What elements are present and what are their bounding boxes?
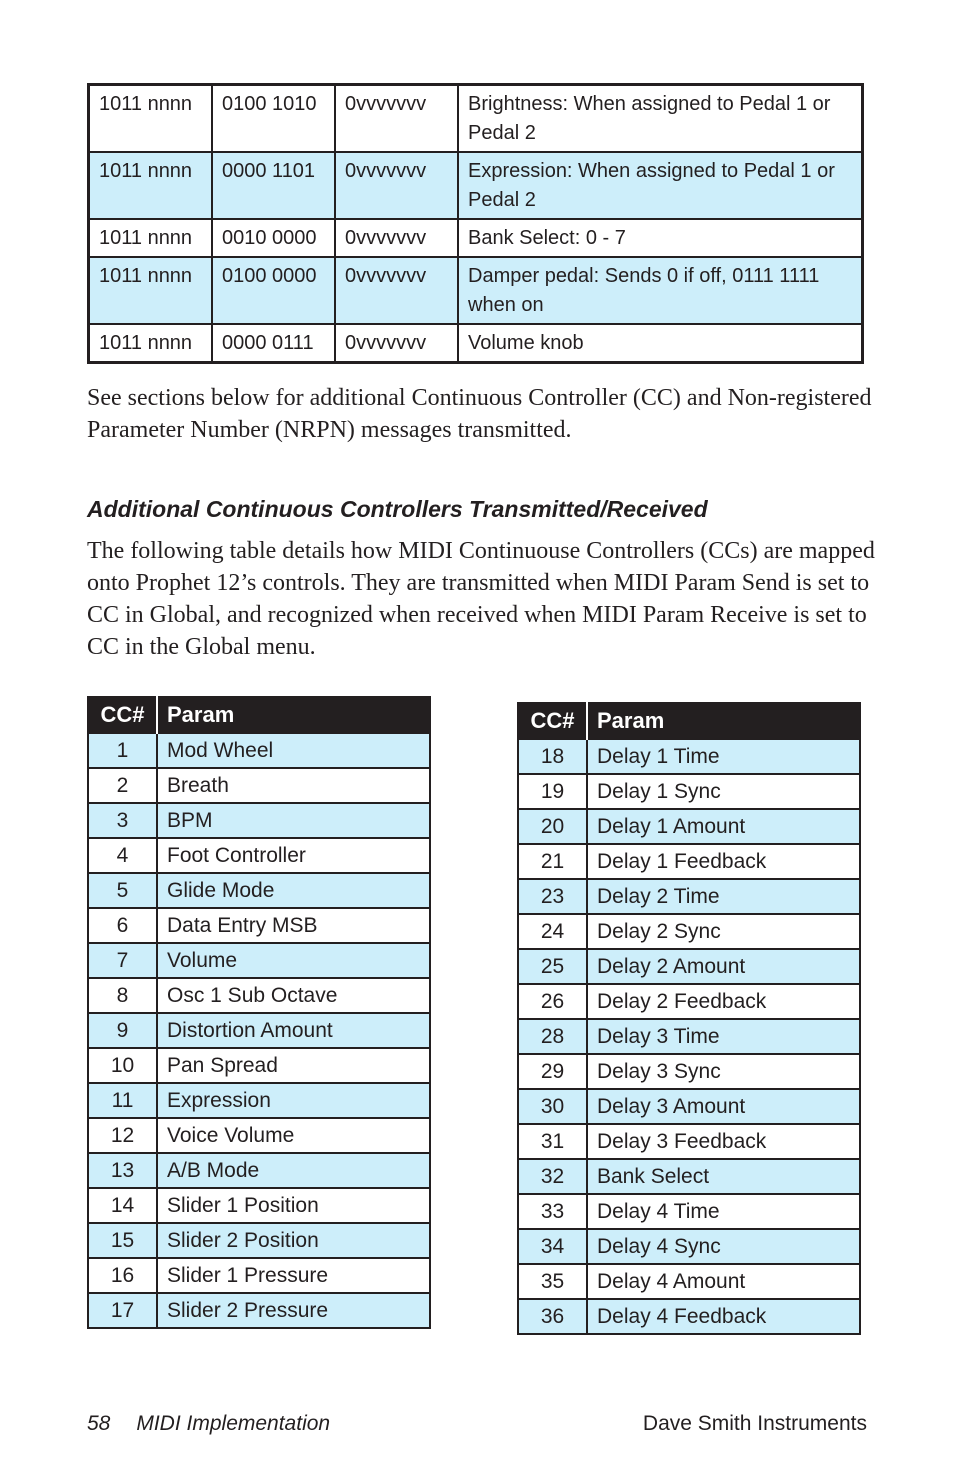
param-name-cell: Delay 1 Amount (587, 809, 860, 844)
cc-number-cell: 8 (88, 978, 157, 1013)
cc-number-cell: 35 (518, 1264, 587, 1299)
table-row (88, 908, 430, 943)
table-row (518, 844, 860, 879)
param-name-cell: Delay 2 Sync (587, 914, 860, 949)
section-heading: Additional Continuous Controllers Transmitted/Received (87, 496, 708, 522)
param-name-cell: Delay 1 Time (587, 739, 860, 774)
table-row (89, 219, 863, 257)
param-name-cell: Volume (157, 943, 430, 978)
table-row (88, 1153, 430, 1188)
table-row (88, 1223, 430, 1258)
intro-paragraph: See sections below for additional Continuous Controller (CC) and Non-registered Parameter Number (NRPN) messages transmitted. (87, 385, 872, 443)
cc-number-cell: 33 (518, 1194, 587, 1229)
table-row (518, 949, 860, 984)
param-name-cell: Delay 1 Feedback (587, 844, 860, 879)
footer-left (87, 1412, 330, 1436)
cc-number-cell: 19 (518, 774, 587, 809)
param-name-cell: Delay 1 Sync (587, 774, 860, 809)
cc-number-cell: 23 (518, 879, 587, 914)
table-row (89, 85, 863, 153)
description-cell: Expression: When assigned to Pedal 1 or Pedal 2 (458, 152, 863, 219)
table-row (88, 1188, 430, 1223)
status-byte-cell: 1011 nnnn (89, 219, 213, 257)
status-byte-cell: 1011 nnnn (89, 257, 213, 324)
cc-number-cell: 12 (88, 1118, 157, 1153)
page-number: 58 (87, 1412, 111, 1435)
table-row (518, 1054, 860, 1089)
description-cell: Brightness: When assigned to Pedal 1 or Pedal 2 (458, 85, 863, 153)
param-name-cell: Expression (157, 1083, 430, 1118)
param-name-cell: Voice Volume (157, 1118, 430, 1153)
table-row (89, 152, 863, 219)
cc-number-cell: 13 (88, 1153, 157, 1188)
status-byte-cell: 1011 nnnn (89, 324, 213, 363)
cc-number-cell: 14 (88, 1188, 157, 1223)
cc-byte-cell: 0010 0000 (212, 219, 335, 257)
footer-brand: Dave Smith Instruments (642, 1412, 867, 1435)
cc-number-cell: 31 (518, 1124, 587, 1159)
cc-number-cell: 10 (88, 1048, 157, 1083)
param-name-cell: Osc 1 Sub Octave (157, 978, 430, 1013)
cc-table-right (517, 702, 861, 1335)
param-name-cell: Breath (157, 768, 430, 803)
cc-number-cell: 5 (88, 873, 157, 908)
table-row (518, 1299, 860, 1334)
cc-number-cell: 29 (518, 1054, 587, 1089)
cc-number-cell: 24 (518, 914, 587, 949)
cc-table-header (518, 703, 860, 739)
midi-message-table (87, 83, 864, 364)
midi-message-table-body (89, 85, 863, 363)
table-row (88, 1083, 430, 1118)
cc-number-cell: 36 (518, 1299, 587, 1334)
table-row (88, 838, 430, 873)
description-cell: Damper pedal: Sends 0 if off, 0111 1111 when on (458, 257, 863, 324)
value-byte-cell: 0vvvvvvv (335, 152, 458, 219)
cc-number-cell: 9 (88, 1013, 157, 1048)
cc-table-left (87, 696, 431, 1329)
cc-number-cell: 11 (88, 1083, 157, 1118)
table-row (518, 984, 860, 1019)
cc-number-cell: 16 (88, 1258, 157, 1293)
param-name-cell: Slider 2 Pressure (157, 1293, 430, 1328)
table-row (518, 879, 860, 914)
cc-number-cell: 21 (518, 844, 587, 879)
table-row (518, 1229, 860, 1264)
table-row (88, 1293, 430, 1328)
cc-number-cell: 6 (88, 908, 157, 943)
cc-number-cell: 26 (518, 984, 587, 1019)
param-name-cell: Delay 4 Amount (587, 1264, 860, 1299)
param-name-cell: Delay 3 Amount (587, 1089, 860, 1124)
table-row (88, 1013, 430, 1048)
header-row (88, 697, 430, 733)
cc-number-cell: 30 (518, 1089, 587, 1124)
cc-number-cell: 2 (88, 768, 157, 803)
param-name-cell: Slider 1 Pressure (157, 1258, 430, 1293)
table-row (518, 1019, 860, 1054)
description-cell: Volume knob (458, 324, 863, 363)
param-name-cell: Glide Mode (157, 873, 430, 908)
cc-number-cell: 28 (518, 1019, 587, 1054)
param-name-cell: Delay 3 Feedback (587, 1124, 860, 1159)
table-row (88, 978, 430, 1013)
table-row (88, 1118, 430, 1153)
cc-number-cell: 34 (518, 1229, 587, 1264)
param-name-cell: Slider 1 Position (157, 1188, 430, 1223)
table-row (88, 1258, 430, 1293)
param-header: Param (587, 703, 860, 739)
value-byte-cell: 0vvvvvvv (335, 257, 458, 324)
cc-number-cell: 1 (88, 733, 157, 768)
param-name-cell: BPM (157, 803, 430, 838)
param-name-cell: Distortion Amount (157, 1013, 430, 1048)
table-row (518, 1159, 860, 1194)
description-cell: Bank Select: 0 - 7 (458, 219, 863, 257)
value-byte-cell: 0vvvvvvv (335, 324, 458, 363)
param-header: Param (157, 697, 430, 733)
cc-number-cell: 3 (88, 803, 157, 838)
table-row (518, 1264, 860, 1299)
cc-table-body (88, 733, 430, 1328)
param-name-cell: Mod Wheel (157, 733, 430, 768)
param-name-cell: Delay 2 Amount (587, 949, 860, 984)
cc-table-body (518, 739, 860, 1334)
cc-byte-cell: 0000 1101 (212, 152, 335, 219)
param-name-cell: Pan Spread (157, 1048, 430, 1083)
param-name-cell: Delay 2 Feedback (587, 984, 860, 1019)
table-row (518, 914, 860, 949)
param-name-cell: Bank Select (587, 1159, 860, 1194)
table-row (518, 1124, 860, 1159)
cc-number-cell: 25 (518, 949, 587, 984)
table-row (88, 803, 430, 838)
param-name-cell: Delay 3 Time (587, 1019, 860, 1054)
table-row (88, 873, 430, 908)
param-name-cell: Delay 3 Sync (587, 1054, 860, 1089)
status-byte-cell: 1011 nnnn (89, 152, 213, 219)
table-row (89, 257, 863, 324)
value-byte-cell: 0vvvvvvv (335, 85, 458, 153)
header-row (518, 703, 860, 739)
cc-number-cell: 4 (88, 838, 157, 873)
cc-number-cell: 32 (518, 1159, 587, 1194)
table-row (88, 768, 430, 803)
cc-table-header (88, 697, 430, 733)
cc-number-cell: 7 (88, 943, 157, 978)
param-name-cell: A/B Mode (157, 1153, 430, 1188)
footer-section-title: MIDI Implementation (136, 1412, 331, 1435)
table-row (518, 1194, 860, 1229)
cc-number-cell: 17 (88, 1293, 157, 1328)
param-name-cell: Delay 4 Feedback (587, 1299, 860, 1334)
cc-number-cell: 18 (518, 739, 587, 774)
cc-number-header: CC# (88, 697, 157, 733)
cc-byte-cell: 0100 1010 (212, 85, 335, 153)
cc-byte-cell: 0100 0000 (212, 257, 335, 324)
param-name-cell: Delay 4 Sync (587, 1229, 860, 1264)
value-byte-cell: 0vvvvvvv (335, 219, 458, 257)
cc-byte-cell: 0000 0111 (212, 324, 335, 363)
param-name-cell: Slider 2 Position (157, 1223, 430, 1258)
table-row (89, 324, 863, 363)
status-byte-cell: 1011 nnnn (89, 85, 213, 153)
param-name-cell: Delay 4 Time (587, 1194, 860, 1229)
cc-number-cell: 15 (88, 1223, 157, 1258)
table-row (88, 733, 430, 768)
section-paragraph: The following table details how MIDI Continuouse Controllers (CCs) are mapped onto Prophet 12’s controls. They are transmitted when MIDI Param Send is set to CC in Global, and recognized when received when MIDI Param Receive is set to CC in the Global menu. (87, 538, 875, 660)
table-row (518, 739, 860, 774)
param-name-cell: Data Entry MSB (157, 908, 430, 943)
table-row (88, 1048, 430, 1083)
table-row (518, 1089, 860, 1124)
param-name-cell: Foot Controller (157, 838, 430, 873)
table-row (88, 943, 430, 978)
table-row (518, 774, 860, 809)
param-name-cell: Delay 2 Time (587, 879, 860, 914)
cc-number-header: CC# (518, 703, 587, 739)
table-row (518, 809, 860, 844)
cc-number-cell: 20 (518, 809, 587, 844)
